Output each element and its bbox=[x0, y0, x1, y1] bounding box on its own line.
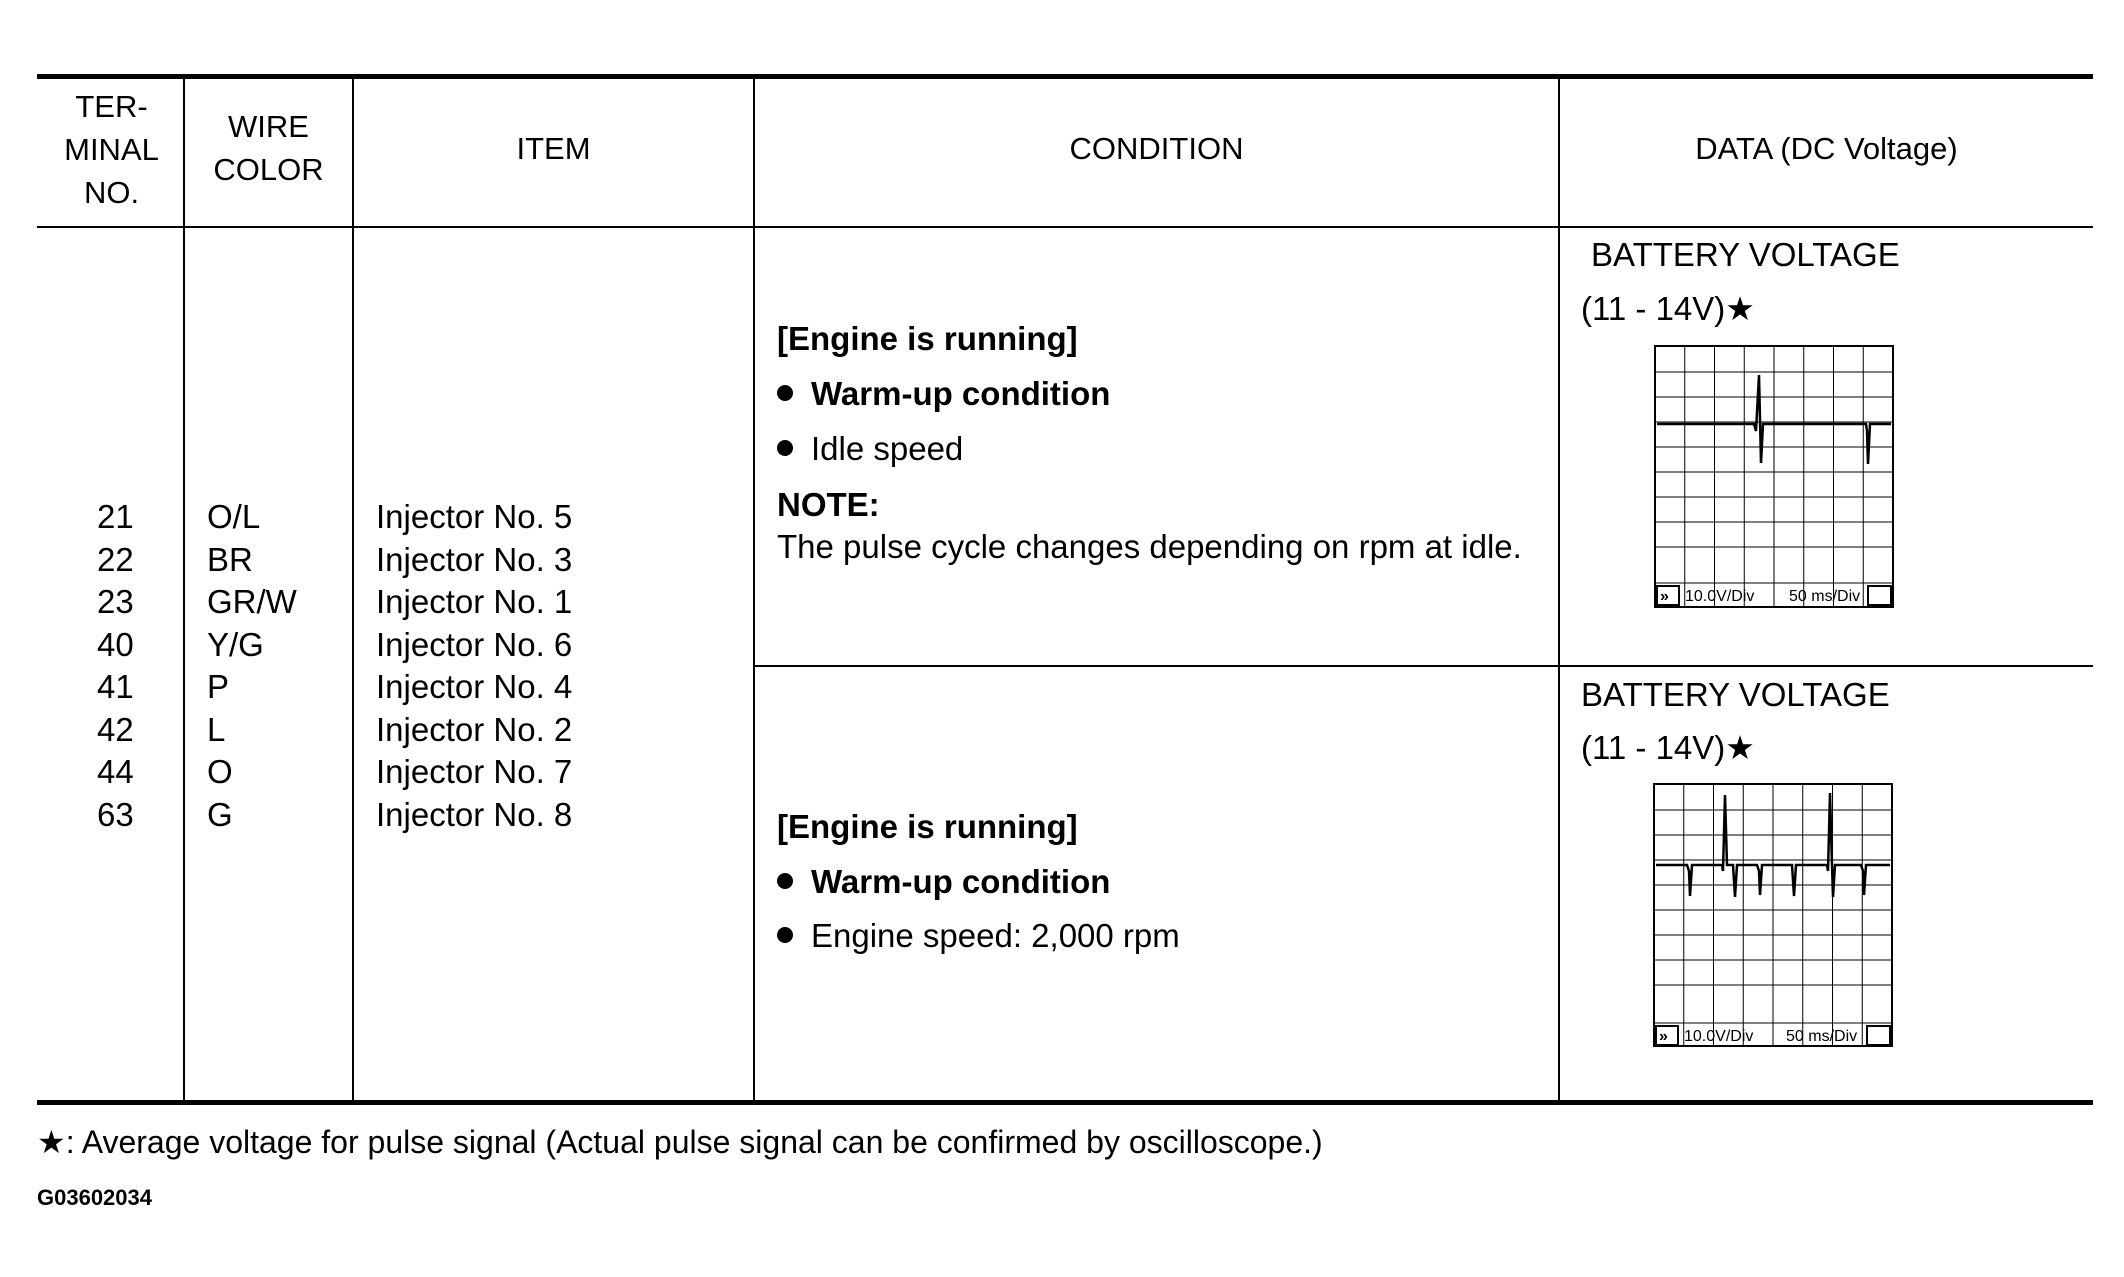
item-value: Injector No. 1 bbox=[376, 583, 573, 620]
condition-2-title: [Engine is running] bbox=[777, 808, 1078, 845]
table-top-border bbox=[37, 74, 2093, 79]
figure-id: G03602034 bbox=[37, 1185, 152, 1210]
scope-volts-label: 10.0V/Div bbox=[1685, 588, 1755, 605]
item-value: Injector No. 7 bbox=[376, 753, 573, 790]
scope-arrow-icon: » bbox=[1660, 588, 1669, 605]
header-condition: CONDITION bbox=[1069, 131, 1244, 166]
terminal-value: 42 bbox=[97, 710, 134, 748]
terminal-value: 41 bbox=[97, 668, 134, 705]
col-divider-1 bbox=[183, 78, 185, 1102]
oscilloscope-1 bbox=[1654, 345, 1895, 609]
item-value: Injector No. 5 bbox=[376, 498, 573, 535]
terminal-list bbox=[97, 496, 134, 836]
data-1-voltage-range: (11 - 14V)★ bbox=[1581, 290, 1755, 327]
condition-2-bullet-1: Warm-up condition bbox=[777, 865, 1110, 898]
wire-color-value: GR/W bbox=[207, 583, 297, 620]
data-2-voltage-range: (11 - 14V)★ bbox=[1581, 729, 1755, 766]
item-value: Injector No. 4 bbox=[376, 668, 573, 705]
bullet-icon bbox=[777, 440, 793, 456]
wire-color-value: P bbox=[207, 668, 230, 705]
header-bottom-border bbox=[37, 226, 2093, 228]
data-1-voltage-label: BATTERY VOLTAGE bbox=[1591, 236, 1900, 273]
header-data: DATA (DC Voltage) bbox=[1695, 131, 1958, 166]
wire-color-value: BR bbox=[207, 540, 253, 578]
item-value: Injector No. 8 bbox=[376, 795, 573, 833]
wire-color-value: Y/G bbox=[207, 625, 264, 663]
condition-1-title: [Engine is running] bbox=[777, 320, 1078, 357]
data-2-voltage-label: BATTERY VOLTAGE bbox=[1581, 676, 1890, 713]
condition-1-bullet-2: Idle speed bbox=[777, 432, 963, 465]
header-item: ITEM bbox=[516, 131, 591, 166]
scope-arrow-icon: » bbox=[1659, 1028, 1668, 1045]
item-value: Injector No. 6 bbox=[376, 625, 573, 663]
item-list bbox=[376, 496, 572, 836]
table-bottom-border bbox=[37, 1100, 2093, 1105]
star-icon: ★ bbox=[37, 1124, 66, 1160]
item-value: Injector No. 2 bbox=[376, 710, 573, 748]
terminal-value: 40 bbox=[97, 625, 134, 663]
terminal-value: 22 bbox=[97, 540, 134, 578]
terminal-value: 63 bbox=[97, 795, 134, 833]
footnote: ★: Average voltage for pulse signal (Actual pulse signal can be confirmed by oscilloscope.) bbox=[37, 1124, 1323, 1160]
oscilloscope-2-graph bbox=[1653, 783, 1894, 1049]
oscilloscope-2 bbox=[1653, 783, 1894, 1049]
condition-1-note-label: NOTE: bbox=[777, 486, 880, 523]
bullet-icon bbox=[777, 873, 793, 889]
col-divider-2 bbox=[352, 78, 354, 1102]
condition-2-bullet-2: Engine speed: 2,000 rpm bbox=[777, 919, 1180, 952]
wire-color-value: O bbox=[207, 753, 233, 790]
condition-1-bullet-1: Warm-up condition bbox=[777, 377, 1110, 410]
terminal-value: 44 bbox=[97, 753, 134, 790]
condition-1-note-text: The pulse cycle changes depending on rpm at idle. bbox=[777, 528, 1522, 565]
col-divider-3 bbox=[753, 78, 755, 1102]
terminal-value: 23 bbox=[97, 583, 134, 620]
scope-time-label: 50 ms/Div bbox=[1789, 588, 1861, 605]
col-divider-4 bbox=[1558, 78, 1560, 1102]
header-terminal-no: TER- MINAL NO. bbox=[64, 89, 159, 210]
wire-color-list bbox=[207, 496, 297, 836]
header-wire-color: WIRE COLOR bbox=[213, 109, 324, 187]
wire-color-value: O/L bbox=[207, 498, 261, 535]
bullet-icon bbox=[777, 385, 793, 401]
bullet-icon bbox=[777, 927, 793, 943]
condition-row-divider bbox=[753, 665, 2093, 667]
star-icon: ★ bbox=[1725, 290, 1755, 327]
scope-volts-label: 10.0V/Div bbox=[1684, 1028, 1754, 1045]
wire-color-value: G bbox=[207, 795, 233, 833]
scope-time-label: 50 ms/Div bbox=[1786, 1028, 1858, 1045]
item-value: Injector No. 3 bbox=[376, 540, 573, 578]
terminal-value: 21 bbox=[97, 498, 134, 535]
oscilloscope-1-graph bbox=[1654, 345, 1895, 609]
star-icon: ★ bbox=[1725, 729, 1755, 766]
wire-color-value: L bbox=[207, 710, 226, 748]
